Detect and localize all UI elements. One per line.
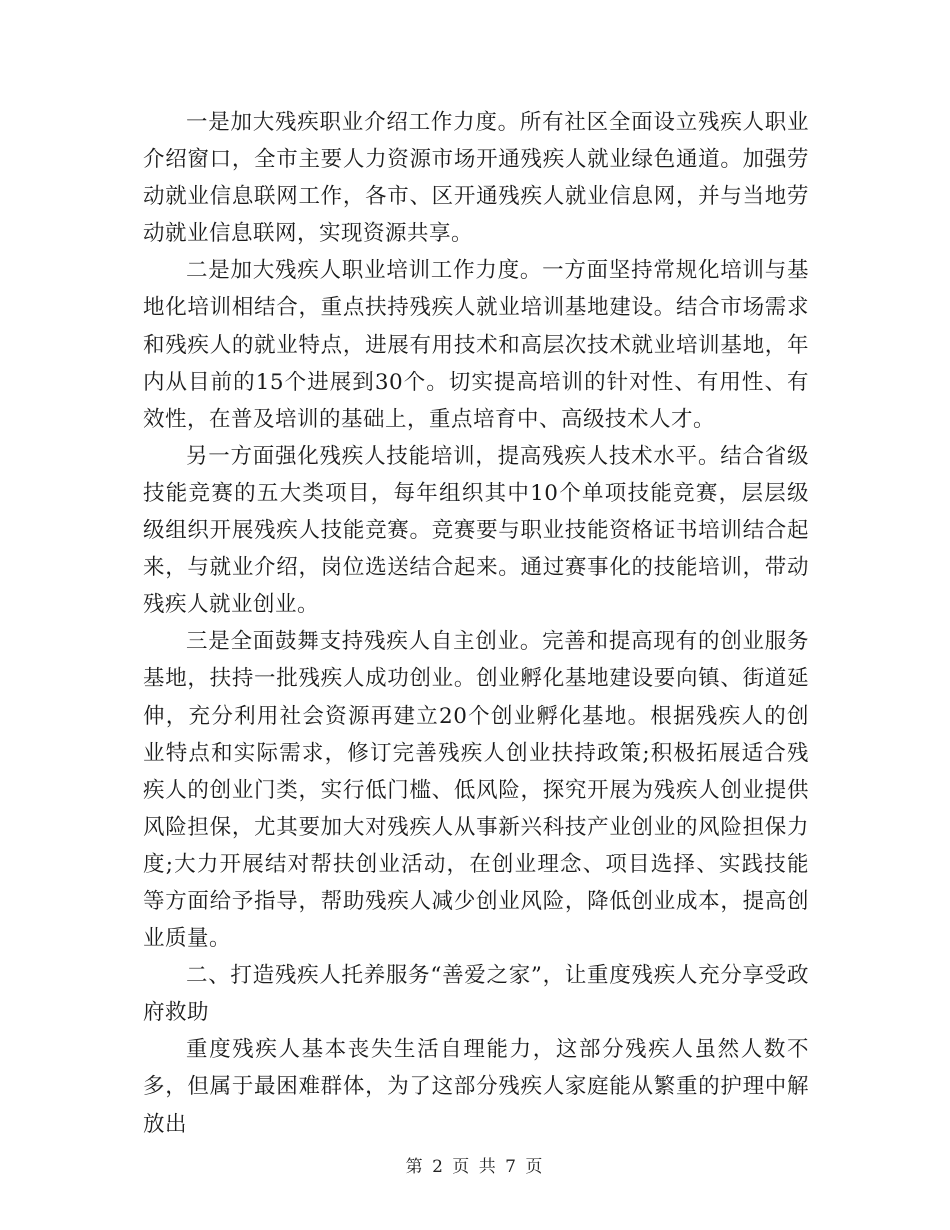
paragraph-vocational-referral: 一是加大残疾职业介绍工作力度。所有社区全面设立残疾人职业介绍窗口，全市主要人力资源市场开通残疾人就业绿色通道。加强劳动就业信息联网工作，各市、区开通残疾人就业信息网，并与当地劳动就业信息联网，实现资源共享。	[143, 110, 809, 247]
paragraph-skills-training: 另一方面强化残疾人技能培训，提高残疾人技术水平。结合省级技能竞赛的五大类项目，每年组织其中10个单项技能竞赛，层层级级组织开展残疾人技能竞赛。竞赛要与职业技能资格证书培训结合起来，与就业介绍，岗位选送结合起来。通过赛事化的技能培训，带动残疾人就业创业。	[143, 443, 809, 618]
page-number-footer: 第 2 页 共 7 页	[405, 1157, 545, 1177]
paragraph-self-employment: 三是全面鼓舞支持残疾人自主创业。完善和提高现有的创业服务基地，扶持一批残疾人成功创业。创业孵化基地建设要向镇、街道延伸，充分利用社会资源再建立20个创业孵化基地。根据残疾人的创业特点和实际需求，修订完善残疾人创业扶持政策;积极拓展适合残疾人的创业门类，实行低门槛、低风险，探究开展为残疾人创业提供风险担保，尤其要加大对残疾人从事新兴科技产业创业的风险担保力度;大力开展结对帮扶创业活动，在创业理念、项目选择、实践技能等方面给予指导，帮助残疾人减少创业风险，降低创业成本，提高创业质量。	[143, 629, 809, 952]
section-heading-care-services: 二、打造残疾人托养服务“善爱之家”，让重度残疾人充分享受政府救助	[143, 963, 809, 1026]
paragraph-severe-disability: 重度残疾人基本丧失生活自理能力，这部分残疾人虽然人数不多，但属于最困难群体，为了这部分残疾人家庭能从繁重的护理中解放出	[143, 1037, 809, 1137]
paragraph-vocational-training: 二是加大残疾人职业培训工作力度。一方面坚持常规化培训与基地化培训相结合，重点扶持残疾人就业培训基地建设。结合市场需求和残疾人的就业特点，进展有用技术和高层次技术就业培训基地，年内从目前的15个进展到30个。切实提高培训的针对性、有用性、有效性，在普及培训的基础上，重点培育中、高级技术人才。	[143, 258, 809, 432]
document-body	[143, 104, 809, 1143]
